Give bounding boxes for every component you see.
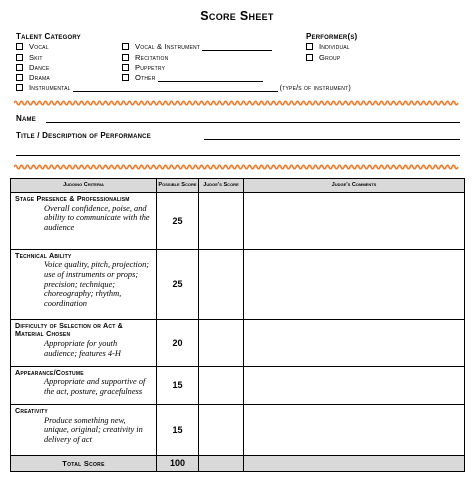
page-title: Score Sheet: [200, 9, 274, 23]
judge-total-cell[interactable]: [199, 455, 244, 471]
checkbox[interactable]: [16, 43, 23, 50]
option-other[interactable]: Other: [122, 73, 265, 82]
judge-score-cell[interactable]: [199, 249, 244, 319]
criterion-description: Overall confidence, poise, and ability to communicate with the audience: [44, 203, 150, 232]
option-instrumental[interactable]: Instrumental (type/s of instrument): [16, 83, 351, 92]
checkbox[interactable]: [16, 84, 23, 91]
total-possible-score: 100: [157, 455, 199, 471]
table-row: [11, 249, 465, 319]
name-label: Name: [16, 114, 36, 123]
checkbox[interactable]: [16, 64, 23, 71]
criterion-title: Stage Presence & Professionalism: [15, 194, 130, 204]
criterion-description: Voice quality, pitch, projection; use of instruments or props; precision; technique; choreography; rhythm, coordination: [44, 260, 150, 308]
table-row: [11, 405, 465, 456]
option-vocal[interactable]: Vocal: [16, 42, 49, 51]
checkbox[interactable]: [122, 74, 129, 81]
name-input-line[interactable]: [46, 122, 460, 123]
option-skit[interactable]: Skit: [16, 53, 43, 62]
option-drama[interactable]: Drama: [16, 73, 50, 82]
checkbox[interactable]: [122, 64, 129, 71]
criterion-title: Technical Ability: [15, 250, 72, 260]
judge-score-cell[interactable]: [199, 366, 244, 405]
criteria-header: Judging Criteria: [11, 179, 157, 193]
fill-line: [73, 84, 278, 92]
possible-score: 20: [157, 319, 199, 366]
checkbox[interactable]: [16, 54, 23, 61]
judge-comments-cell[interactable]: [244, 193, 465, 250]
description-input-line[interactable]: [16, 155, 460, 156]
possible-score-header: Possible Score: [157, 179, 199, 193]
judges-comments-header: Judge's Comments: [244, 179, 465, 193]
wavy-divider: [14, 162, 460, 172]
judge-score-cell[interactable]: [199, 319, 244, 366]
title-input-line[interactable]: [204, 139, 460, 140]
judge-score-cell[interactable]: [199, 405, 244, 456]
table-row: [11, 193, 465, 250]
criterion-title: Difficulty of Selection or Act & Material Chosen: [15, 320, 124, 339]
performer-heading: Performer(s): [306, 32, 358, 41]
judges-score-header: Judge's Score: [199, 179, 244, 193]
checkbox[interactable]: [122, 43, 129, 50]
criterion-description: Produce something new, unique, original; creativity in delivery of act: [44, 415, 143, 444]
table-header-row: [11, 179, 465, 193]
total-comments-cell: [244, 455, 465, 471]
total-row: [11, 455, 465, 471]
option-vocal-instrument[interactable]: Vocal & Instrument: [122, 42, 274, 51]
table-row: [11, 366, 465, 405]
talent-category-heading: Talent Category: [16, 32, 81, 41]
criterion-description: Appropriate for youth audience; features 4-H: [44, 338, 121, 358]
criterion-title: Creativity: [15, 406, 48, 416]
fill-line: [202, 43, 272, 51]
option-group[interactable]: Group: [306, 53, 340, 62]
judge-comments-cell[interactable]: [244, 405, 465, 456]
criterion-description: Appropriate and supportive of the act, posture, gracefulness: [44, 377, 146, 396]
checkbox[interactable]: [306, 54, 313, 61]
possible-score: 25: [157, 249, 199, 319]
possible-score: 15: [157, 405, 199, 456]
table-row: [11, 319, 465, 366]
total-score-label: Total Score: [11, 455, 157, 471]
checkbox[interactable]: [122, 54, 129, 61]
judge-comments-cell[interactable]: [244, 249, 465, 319]
checkbox[interactable]: [16, 74, 23, 81]
judge-score-cell[interactable]: [199, 193, 244, 250]
title-description-label: Title / Description of Performance: [16, 131, 151, 140]
option-puppetry[interactable]: Puppetry: [122, 63, 165, 72]
checkbox[interactable]: [306, 43, 313, 50]
fill-line: [158, 74, 263, 82]
option-recitation[interactable]: Recitation: [122, 53, 168, 62]
instrument-note: (type/s of instrument): [279, 83, 351, 92]
possible-score: 25: [157, 193, 199, 250]
judge-comments-cell[interactable]: [244, 366, 465, 405]
scoring-table: [10, 178, 465, 472]
option-dance[interactable]: Dance: [16, 63, 49, 72]
possible-score: 15: [157, 366, 199, 405]
judge-comments-cell[interactable]: [244, 319, 465, 366]
wavy-divider: [14, 98, 460, 108]
criterion-title: Appearance/Costume: [15, 367, 84, 377]
option-individual[interactable]: Individual: [306, 42, 350, 51]
